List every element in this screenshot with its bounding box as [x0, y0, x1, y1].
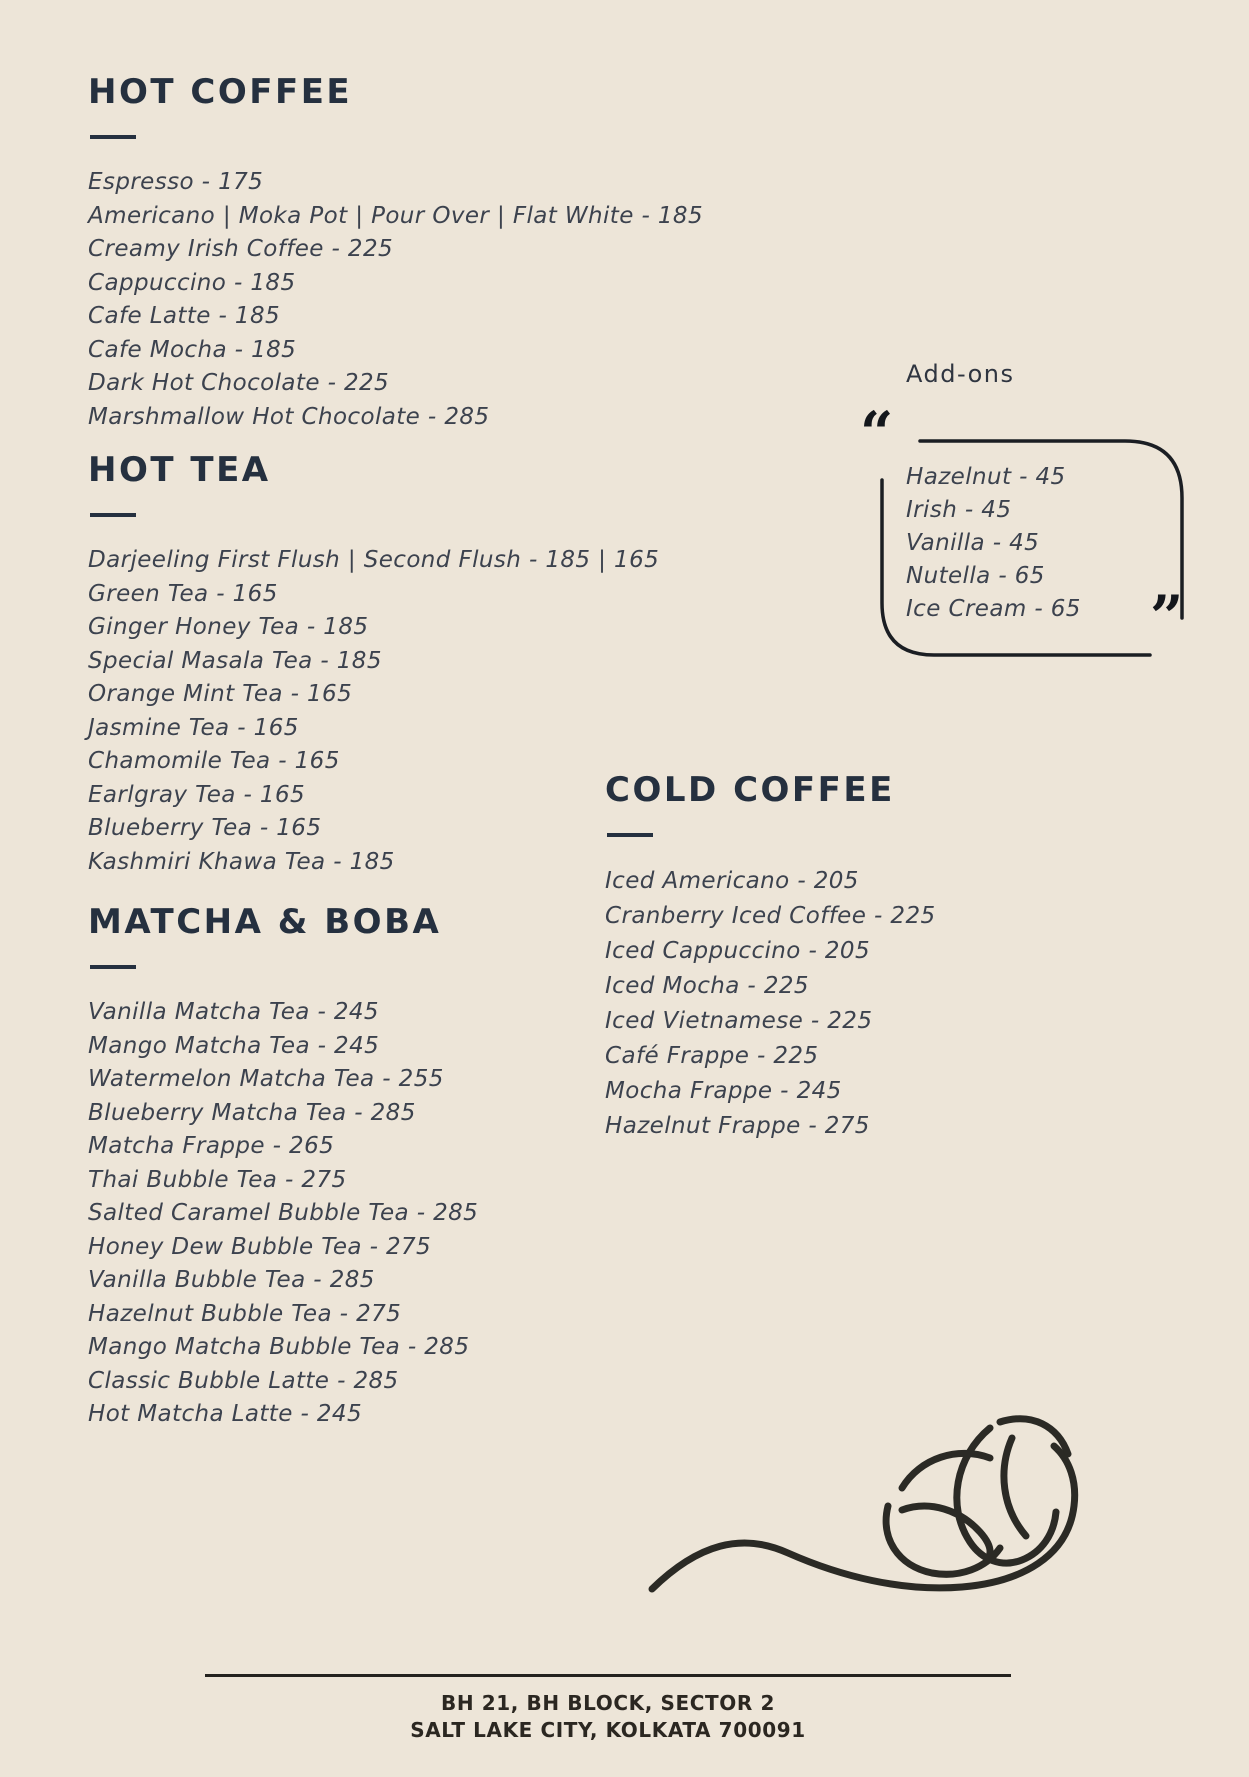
menu-item: Mango Matcha Bubble Tea - 285 — [88, 1334, 470, 1360]
section-underline — [90, 965, 136, 969]
section-cold-coffee — [605, 770, 1225, 1144]
menu-item: Iced Cappuccino - 205 — [605, 938, 870, 964]
menu-item: Iced Vietnamese - 225 — [605, 1008, 873, 1034]
menu-item: Honey Dew Bubble Tea - 275 — [88, 1233, 432, 1260]
menu-item: Chamomile Tea - 165 — [88, 748, 340, 774]
open-quote-icon: “ — [860, 399, 894, 467]
menu-item: Vanilla Bubble Tea - 285 — [88, 1267, 375, 1293]
addons-item-list — [906, 461, 1081, 626]
menu-item: Marshmallow Hot Chocolate - 285 — [88, 403, 490, 430]
menu-item: Mocha Frappe - 245 — [605, 1078, 842, 1104]
coffee-beans-icon — [640, 1396, 1100, 1606]
menu-item: Café Frappe - 225 — [605, 1043, 819, 1069]
section-title: COLD COFFEE — [605, 770, 895, 810]
menu-item: Hot Matcha Latte - 245 — [88, 1401, 362, 1427]
menu-item: Espresso - 175 — [88, 169, 264, 195]
menu-item: Creamy Irish Coffee - 225 — [88, 236, 394, 262]
menu-item: Mango Matcha Tea - 245 — [88, 1032, 380, 1059]
address-line-2: SALT LAKE CITY, KOLKATA 700091 — [410, 1718, 806, 1742]
menu-item: Blueberry Matcha Tea - 285 — [88, 1099, 416, 1126]
menu-item: Cranberry Iced Coffee - 225 — [605, 903, 936, 929]
menu-item: Iced Americano - 205 — [605, 868, 859, 894]
menu-item: Cappuccino - 185 — [88, 269, 296, 296]
section-underline — [90, 513, 136, 517]
menu-item: Salted Caramel Bubble Tea - 285 — [88, 1200, 479, 1226]
menu-item: Earlgray Tea - 165 — [88, 781, 306, 808]
section-title: MATCHA & BOBA — [88, 902, 442, 942]
menu-item: Iced Mocha - 225 — [605, 973, 809, 999]
addons-item: Vanilla - 45 — [906, 530, 1040, 556]
addons-item: Nutella - 65 — [906, 563, 1045, 589]
menu-item-list — [88, 166, 768, 434]
footer-divider — [205, 1674, 1011, 1677]
address-line-1: BH 21, BH BLOCK, SECTOR 2 — [441, 1691, 775, 1715]
menu-item: Jasmine Tea - 165 — [88, 714, 299, 741]
section-title: HOT COFFEE — [88, 72, 353, 112]
menu-item: Darjeeling First Flush | Second Flush - 185 | 165 — [88, 547, 660, 573]
menu-item: Matcha Frappe - 265 — [88, 1133, 335, 1159]
menu-item: Vanilla Matcha Tea - 245 — [88, 999, 379, 1025]
menu-item: Kashmiri Khawa Tea - 185 — [88, 848, 395, 875]
menu-item: Cafe Latte - 185 — [88, 303, 281, 329]
section-underline — [607, 833, 653, 837]
menu-item: Hazelnut Bubble Tea - 275 — [88, 1300, 402, 1327]
menu-item: Blueberry Tea - 165 — [88, 815, 322, 841]
section-underline — [90, 135, 136, 139]
menu-item: Americano | Moka Pot | Pour Over | Flat White - 185 — [88, 202, 703, 229]
menu-item: Classic Bubble Latte - 285 — [88, 1367, 399, 1394]
menu-item-list — [605, 864, 1225, 1144]
addons-title: Add-ons — [906, 360, 1015, 388]
addons-item: Hazelnut - 45 — [906, 464, 1066, 490]
menu-item: Orange Mint Tea - 165 — [88, 681, 353, 707]
close-quote-icon: ” — [1150, 583, 1184, 651]
menu-item: Cafe Mocha - 185 — [88, 336, 297, 363]
menu-item: Thai Bubble Tea - 275 — [88, 1166, 347, 1193]
menu-item: Dark Hot Chocolate - 225 — [88, 370, 390, 396]
menu-item: Special Masala Tea - 185 — [88, 647, 382, 674]
menu-item: Hazelnut Frappe - 275 — [605, 1113, 870, 1139]
addons-item: Ice Cream - 65 — [906, 596, 1081, 622]
menu-item: Green Tea - 165 — [88, 580, 278, 607]
menu-item: Ginger Honey Tea - 185 — [88, 614, 369, 640]
footer-address — [205, 1690, 1011, 1744]
addons-item: Irish - 45 — [906, 497, 1012, 523]
menu-item: Watermelon Matcha Tea - 255 — [88, 1066, 444, 1092]
section-title: HOT TEA — [88, 450, 271, 490]
section-hot-coffee — [88, 72, 768, 434]
